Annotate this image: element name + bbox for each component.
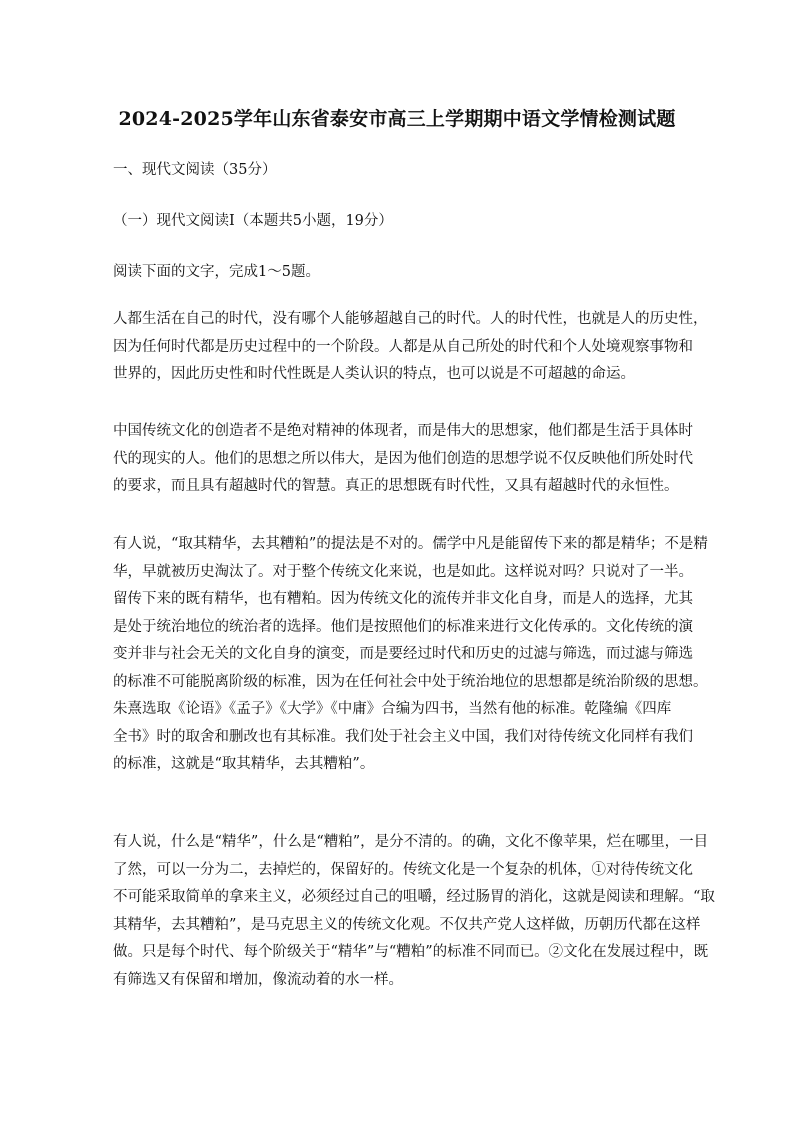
subsection-heading: （一）现代文阅读Ⅰ（本题共5小题，19分） bbox=[113, 213, 393, 229]
paragraph-line: 留传下来的既有精华，也有糟粕。因为传统文化的流传并非文化自身，而是人的选择，尤其 bbox=[113, 591, 693, 607]
paragraph-line: 了然，可以一分为二，去掉烂的，保留好的。传统文化是一个复杂的机体，①对待传统文化 bbox=[113, 861, 693, 878]
paragraph-line: 世界的，因此历史性和时代性既是人类认识的特点，也可以说是不可超越的命运。 bbox=[113, 366, 635, 382]
paragraph-line: 的标准，这就是“取其精华，去其糟粕”。 bbox=[113, 756, 375, 772]
instruction-text: 阅读下面的文字，完成1～5题。 bbox=[113, 264, 320, 280]
paragraph-line: 做。只是每个时代、每个阶级关于“精华”与“糟粕”的标准不同而已。②文化在发展过程中，既 bbox=[113, 944, 709, 960]
section-heading: 一、现代文阅读（35分） bbox=[113, 162, 277, 178]
paragraph-line: 有人说，什么是“精华”，什么是“糟粕”，是分不清的。的确，文化不像苹果，烂在哪里，一目 bbox=[113, 834, 709, 850]
paragraph-line: 有筛选又有保留和增加，像流动着的水一样。 bbox=[113, 971, 403, 988]
paragraph-line: 不可能采取简单的拿来主义，必须经过自己的咀嚼，经过肠胃的消化，这就是阅读和理解。“取 bbox=[113, 889, 715, 905]
paragraph-line: 朱熹选取《论语》《孟子》《大学》《中庸》合编为四书，当然有他的标准。乾隆编《四库 bbox=[113, 701, 672, 717]
paragraph-line: 代的现实的人。他们的思想之所以伟大，是因为他们创造的思想学说不仅反映他们所处时代 bbox=[113, 450, 693, 467]
paragraph-line: 全书》时的取舍和删改也有其标准。我们处于社会主义中国，我们对待传统文化同样有我们 bbox=[113, 728, 693, 745]
page-title: 2024-2025学年山东省泰安市高三上学期期中语文学情检测试题 bbox=[118, 108, 676, 130]
paragraph-line: 华，早就被历史淘汰了。对于整个传统文化来说，也是如此。这样说对吗？只说对了一半。 bbox=[113, 563, 693, 580]
paragraph-line: 因为任何时代都是历史过程中的一个阶段。人都是从自己所处的时代和个人处境观察事物和 bbox=[113, 338, 693, 355]
paragraph-line: 人都生活在自己的时代，没有哪个人能够超越自己的时代。人的时代性，也就是人的历史性， bbox=[113, 311, 708, 327]
paragraph-line: 的标准不可能脱离阶级的标准，因为在任何社会中处于统治地位的思想都是统治阶级的思想。 bbox=[113, 673, 708, 690]
paragraph-line: 变并非与社会无关的文化自身的演变，而是要经过时代和历史的过滤与筛选，而过滤与筛选 bbox=[113, 646, 693, 662]
paragraph-line: 中国传统文化的创造者不是绝对精神的体现者，而是伟大的思想家，他们都是生活于具体时 bbox=[113, 423, 693, 439]
paragraph-2 bbox=[113, 418, 693, 501]
paragraph-1 bbox=[113, 306, 708, 389]
paragraph-line: 有人说，“取其精华，去其糟粕”的提法是不对的。儒学中凡是能留传下来的都是精华；不是精 bbox=[113, 536, 708, 552]
paragraph-line: 的要求，而且具有超越时代的智慧。真正的思想既有时代性，又具有超越时代的永恒性。 bbox=[113, 478, 679, 494]
paragraph-line: 其精华，去其糟粕”，是马克思主义的传统文化观。不仅共产党人这样做，历朝历代都在这样 bbox=[113, 916, 701, 933]
paragraph-3 bbox=[113, 531, 708, 779]
paragraph-line: 是处于统治地位的统治者的选择。他们是按照他们的标准来进行文化传承的。文化传统的演 bbox=[113, 618, 693, 635]
paragraph-4 bbox=[113, 829, 715, 994]
